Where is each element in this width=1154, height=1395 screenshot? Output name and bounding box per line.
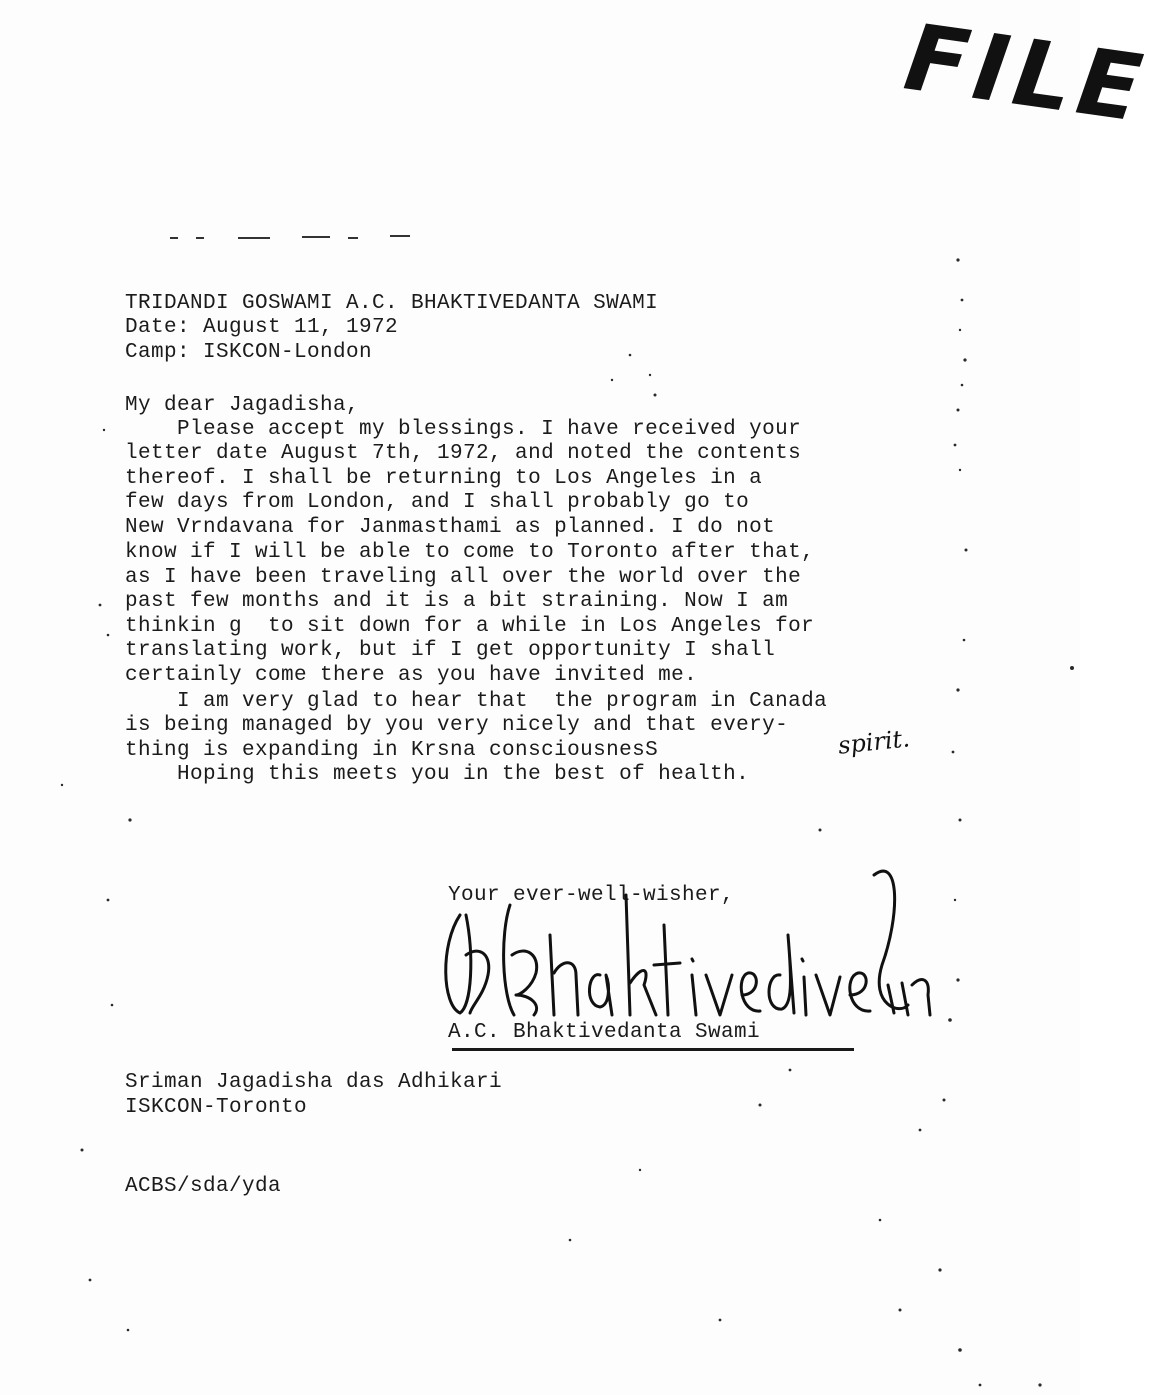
body-line: translating work, but if I get opportunity I shall	[125, 639, 776, 662]
camp-line: Camp: ISKCON-London	[125, 341, 373, 364]
body-line: Please accept my blessings. I have received your	[125, 418, 802, 441]
body-line: thinkin g to sit down for a while in Los Angeles for	[125, 615, 815, 638]
date-line: Date: August 11, 1972	[125, 316, 399, 339]
body-line: letter date August 7th, 1972, and noted the contents	[125, 442, 802, 465]
recipient-name: Sriman Jagadisha das Adhikari	[125, 1071, 503, 1094]
body-line: Hoping this meets you in the best of health.	[125, 763, 750, 786]
body-line: I am very glad to hear that the program in Canada	[125, 690, 828, 713]
body-line: thing is expanding in Krsna consciousnesS	[125, 739, 659, 762]
reference-initials: ACBS/sda/yda	[125, 1175, 282, 1198]
body-line: as I have been traveling all over the world over the	[125, 566, 802, 589]
salutation: My dear Jagadisha,	[125, 394, 360, 417]
body-line: certainly come there as you have invited me.	[125, 664, 698, 687]
body-line: past few months and it is a bit straining. Now I am	[125, 590, 789, 613]
body-line: know if I will be able to come to Toronto after that,	[125, 541, 815, 564]
file-stamp: FILE	[898, 3, 1154, 144]
body-line: New Vrndavana for Janmasthami as planned. I do not	[125, 516, 776, 539]
valediction: Your ever-well-wisher,	[448, 884, 735, 907]
handwritten-insert: spirit.	[836, 724, 912, 760]
body-line: is being managed by you very nicely and that every-	[125, 714, 789, 737]
body-line: thereof. I shall be returning to Los Angeles in a	[125, 467, 763, 490]
body-line: few days from London, and I shall probably go to	[125, 491, 750, 514]
typed-name: A.C. Bhaktivedanta Swami	[448, 1021, 761, 1044]
sender-title: TRIDANDI GOSWAMI A.C. BHAKTIVEDANTA SWAMI	[125, 292, 659, 315]
recipient-location: ISKCON-Toronto	[125, 1096, 308, 1119]
